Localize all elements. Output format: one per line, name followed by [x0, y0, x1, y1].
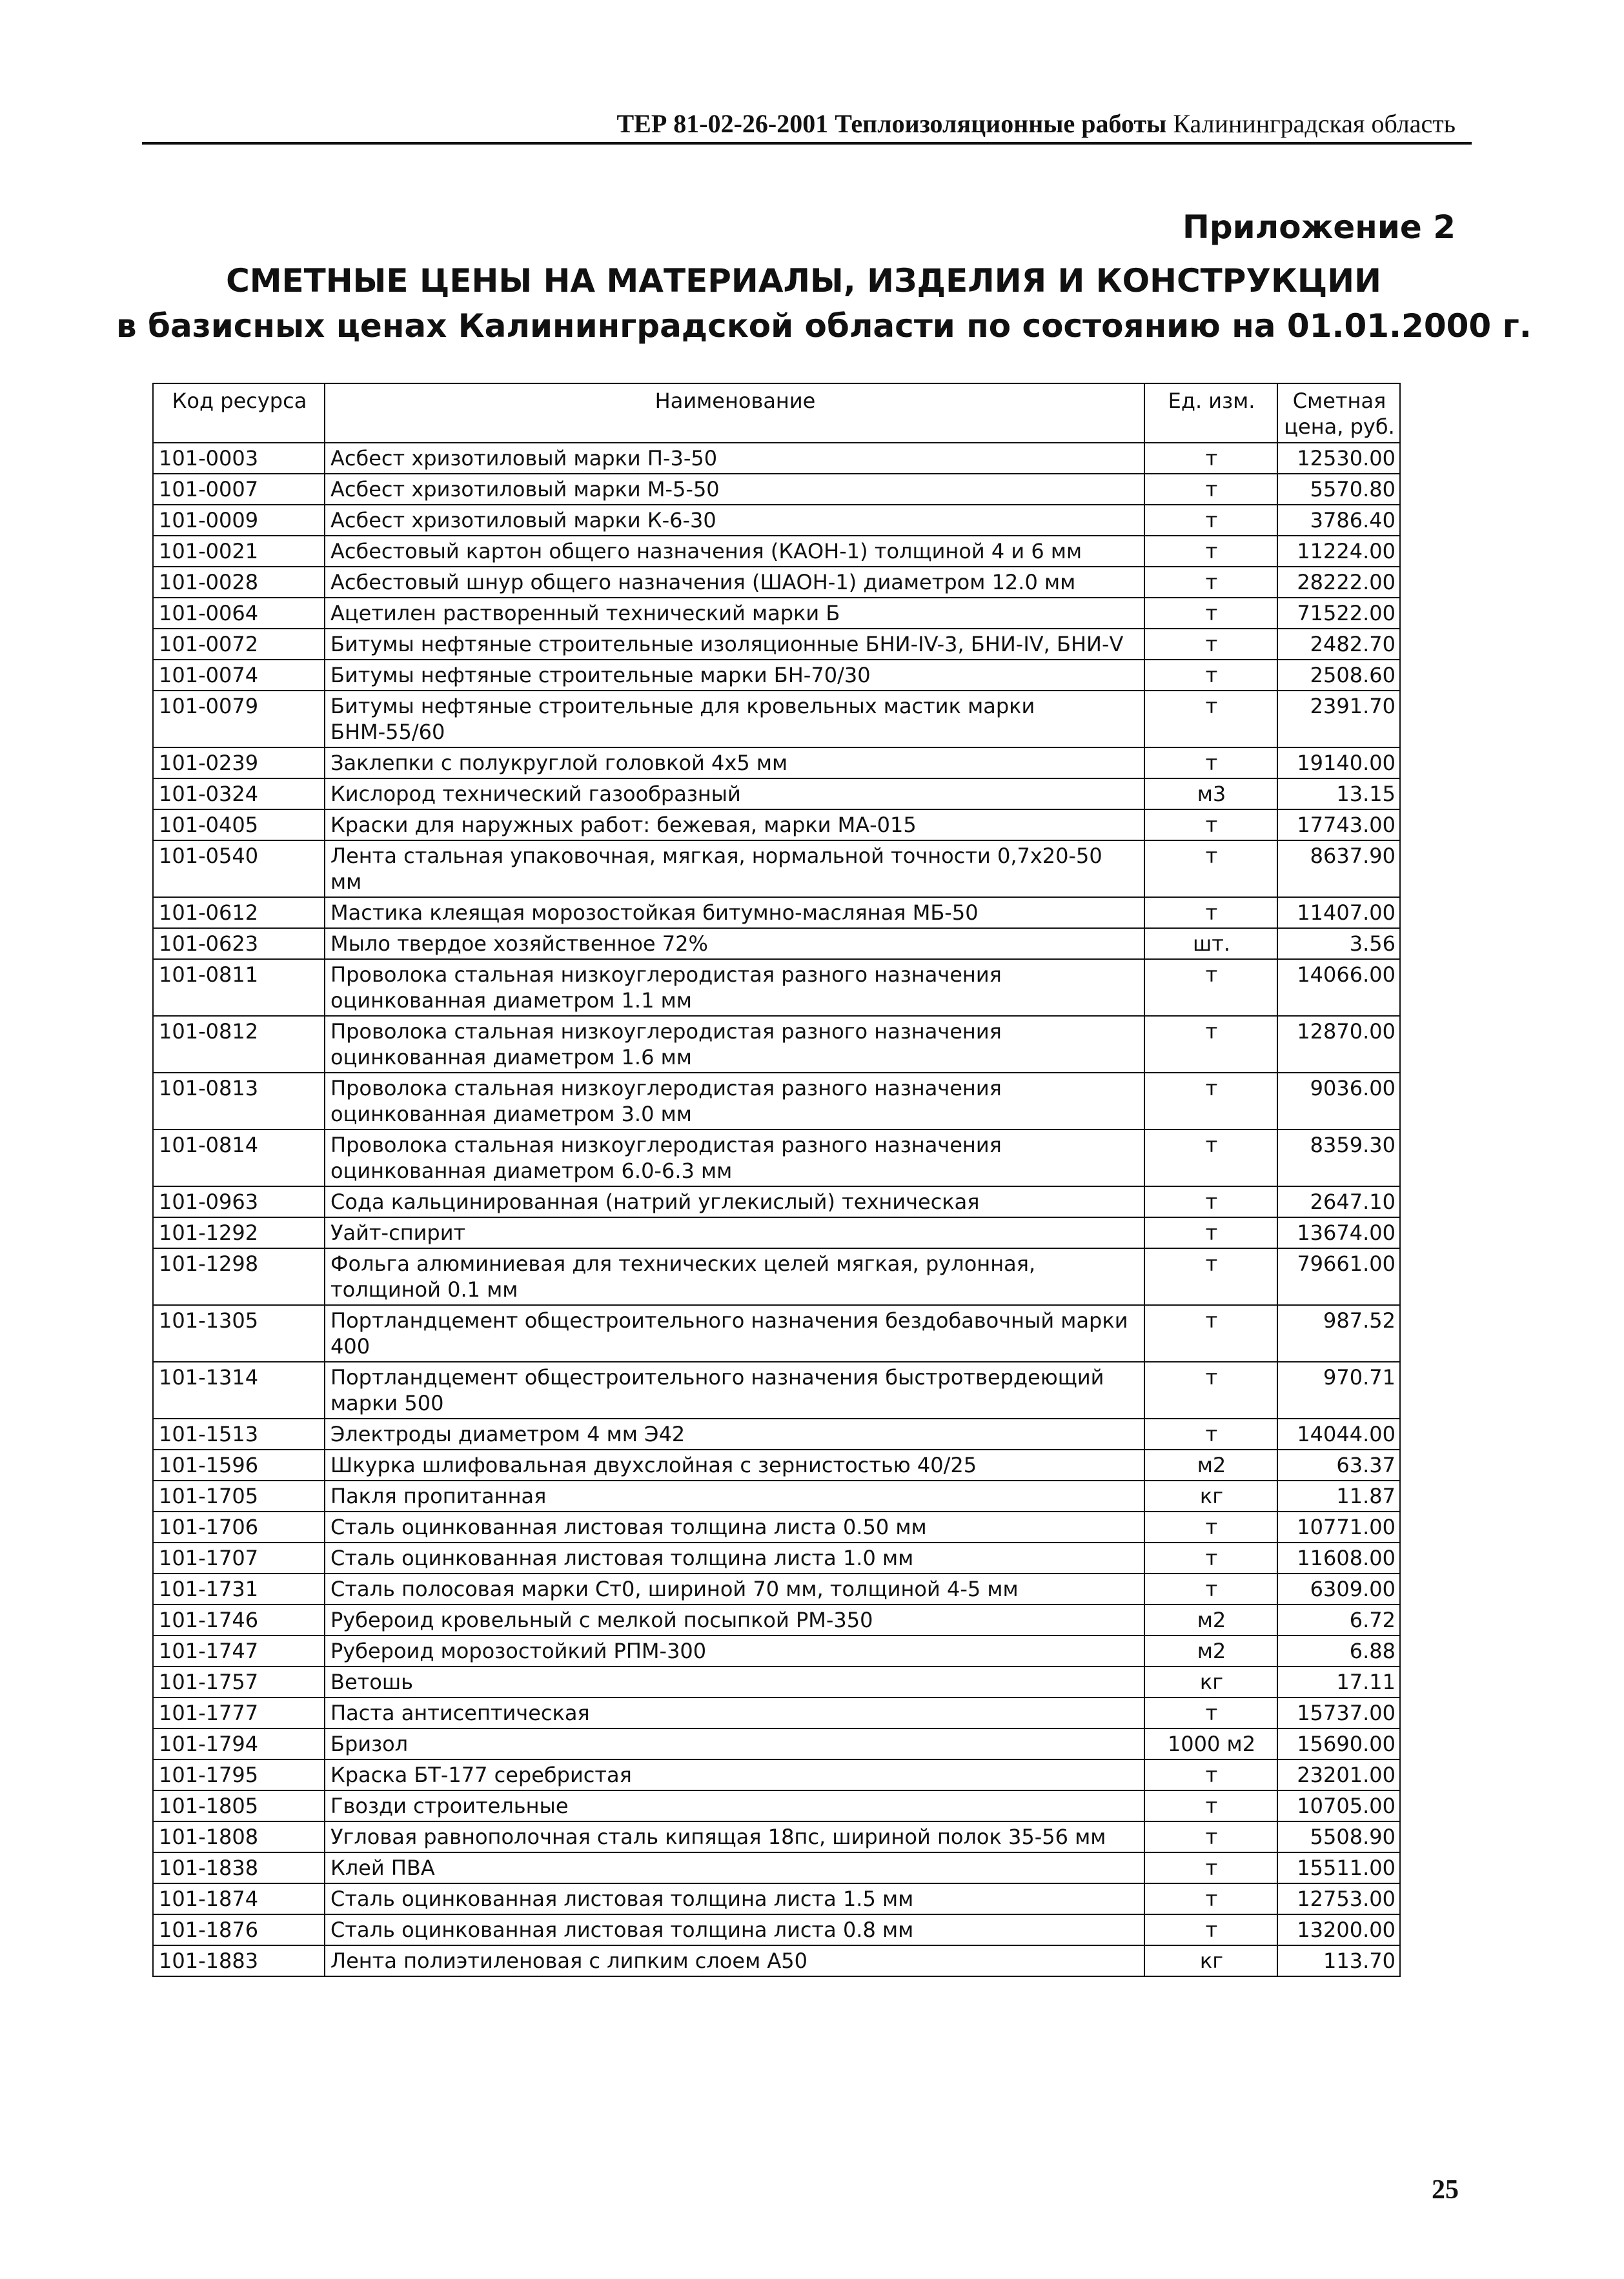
price-cell: 987.52: [1277, 1305, 1400, 1362]
column-header-name: Наименование: [325, 383, 1144, 443]
resource-name-cell: Асбест хризотиловый марки К-6-30: [325, 505, 1144, 536]
resource-code-cell: 101-1883: [153, 1945, 325, 1976]
resource-code-cell: 101-0812: [153, 1016, 325, 1073]
table-row: [153, 1759, 1400, 1790]
unit-cell: т: [1144, 1883, 1277, 1914]
resource-name-cell: Проволока стальная низкоуглеродистая разного назначения оцинкованная диаметром 6.0-6.3 мм: [325, 1129, 1144, 1186]
table-row: [153, 1821, 1400, 1852]
resource-code-cell: 101-1805: [153, 1790, 325, 1821]
table-row: [153, 1186, 1400, 1217]
unit-cell: т: [1144, 1914, 1277, 1945]
price-cell: 12753.00: [1277, 1883, 1400, 1914]
price-cell: 15511.00: [1277, 1852, 1400, 1883]
resource-name-cell: Уайт-спирит: [325, 1217, 1144, 1248]
price-cell: 2647.10: [1277, 1186, 1400, 1217]
price-cell: 15690.00: [1277, 1728, 1400, 1759]
title-line-2: в базисных ценах Калининградской области по состоянию на 01.01.2000 г.: [116, 307, 1532, 345]
price-cell: 11.87: [1277, 1481, 1400, 1512]
resource-name-cell: Лента полиэтиленовая с липким слоем А50: [325, 1945, 1144, 1976]
table-row: [153, 1248, 1400, 1305]
unit-cell: т: [1144, 691, 1277, 747]
table-row: [153, 840, 1400, 897]
price-cell: 28222.00: [1277, 567, 1400, 598]
price-cell: 6.88: [1277, 1636, 1400, 1666]
resource-code-cell: 101-1808: [153, 1821, 325, 1852]
price-cell: 12530.00: [1277, 443, 1400, 474]
table-row: [153, 1073, 1400, 1129]
table-row: [153, 1543, 1400, 1574]
price-cell: 79661.00: [1277, 1248, 1400, 1305]
price-cell: 23201.00: [1277, 1759, 1400, 1790]
price-cell: 8359.30: [1277, 1129, 1400, 1186]
resource-code-cell: 101-0405: [153, 809, 325, 840]
table-row: [153, 660, 1400, 691]
resource-code-cell: 101-0079: [153, 691, 325, 747]
table-row: [153, 1016, 1400, 1073]
resource-name-cell: Асбест хризотиловый марки П-3-50: [325, 443, 1144, 474]
price-cell: 13.15: [1277, 778, 1400, 809]
resource-code-cell: 101-1706: [153, 1512, 325, 1543]
resource-code-cell: 101-1757: [153, 1666, 325, 1697]
price-cell: 3786.40: [1277, 505, 1400, 536]
unit-cell: т: [1144, 660, 1277, 691]
resource-name-cell: Битумы нефтяные строительные для кровельных мастик марки БНМ-55/60: [325, 691, 1144, 747]
price-cell: 71522.00: [1277, 598, 1400, 629]
table-body: [153, 443, 1400, 1976]
resource-name-cell: Сталь полосовая марки Ст0, шириной 70 мм, толщиной 4-5 мм: [325, 1574, 1144, 1605]
table-row: [153, 1914, 1400, 1945]
unit-cell: т: [1144, 1305, 1277, 1362]
unit-cell: т: [1144, 1821, 1277, 1852]
table-row: [153, 1790, 1400, 1821]
region-name: Калининградская область: [1173, 109, 1456, 138]
resource-code-cell: 101-0074: [153, 660, 325, 691]
price-cell: 5570.80: [1277, 474, 1400, 505]
resource-code-cell: 101-1298: [153, 1248, 325, 1305]
resource-code-cell: 101-1876: [153, 1914, 325, 1945]
resource-code-cell: 101-1292: [153, 1217, 325, 1248]
resource-name-cell: Проволока стальная низкоуглеродистая разного назначения оцинкованная диаметром 1.1 мм: [325, 959, 1144, 1016]
unit-cell: т: [1144, 629, 1277, 660]
unit-cell: м2: [1144, 1450, 1277, 1481]
resource-code-cell: 101-1314: [153, 1362, 325, 1419]
resource-name-cell: Ветошь: [325, 1666, 1144, 1697]
price-cell: 14066.00: [1277, 959, 1400, 1016]
unit-cell: т: [1144, 1248, 1277, 1305]
resource-name-cell: Угловая равнополочная сталь кипящая 18пс, шириной полок 35-56 мм: [325, 1821, 1144, 1852]
resource-code-cell: 101-0064: [153, 598, 325, 629]
resource-code-cell: 101-0623: [153, 928, 325, 959]
doc-code: ТЕР 81-02-26-2001: [616, 109, 829, 138]
table-row: [153, 1666, 1400, 1697]
resource-name-cell: Проволока стальная низкоуглеродистая разного назначения оцинкованная диаметром 1.6 мм: [325, 1016, 1144, 1073]
table-row: [153, 1883, 1400, 1914]
unit-cell: т: [1144, 809, 1277, 840]
page-number: 25: [1432, 2175, 1459, 2205]
resource-name-cell: Сталь оцинкованная листовая толщина листа 0.50 мм: [325, 1512, 1144, 1543]
resource-code-cell: 101-1795: [153, 1759, 325, 1790]
resource-code-cell: 101-0072: [153, 629, 325, 660]
resource-code-cell: 101-0021: [153, 536, 325, 567]
resource-code-cell: 101-0007: [153, 474, 325, 505]
unit-cell: т: [1144, 1419, 1277, 1450]
resource-name-cell: Краски для наружных работ: бежевая, марки МА-015: [325, 809, 1144, 840]
resource-name-cell: Портландцемент общестроительного назначения быстротвердеющий марки 500: [325, 1362, 1144, 1419]
resource-code-cell: 101-1513: [153, 1419, 325, 1450]
resource-code-cell: 101-0009: [153, 505, 325, 536]
price-cell: 13674.00: [1277, 1217, 1400, 1248]
unit-cell: м2: [1144, 1605, 1277, 1636]
table-row: [153, 809, 1400, 840]
table-row: [153, 1217, 1400, 1248]
resource-name-cell: Электроды диаметром 4 мм Э42: [325, 1419, 1144, 1450]
resource-code-cell: 101-1874: [153, 1883, 325, 1914]
unit-cell: т: [1144, 1790, 1277, 1821]
price-cell: 19140.00: [1277, 747, 1400, 778]
table-row: [153, 778, 1400, 809]
unit-cell: кг: [1144, 1945, 1277, 1976]
resource-name-cell: Заклепки с полукруглой головкой 4х5 мм: [325, 747, 1144, 778]
resource-code-cell: 101-0813: [153, 1073, 325, 1129]
resource-name-cell: Сталь оцинкованная листовая толщина листа 1.0 мм: [325, 1543, 1144, 1574]
price-cell: 10705.00: [1277, 1790, 1400, 1821]
price-table: [152, 383, 1401, 1977]
price-cell: 2508.60: [1277, 660, 1400, 691]
resource-name-cell: Сталь оцинкованная листовая толщина листа 1.5 мм: [325, 1883, 1144, 1914]
unit-cell: т: [1144, 1543, 1277, 1574]
column-header-unit: Ед. изм.: [1144, 383, 1277, 443]
resource-code-cell: 101-1596: [153, 1450, 325, 1481]
price-cell: 3.56: [1277, 928, 1400, 959]
unit-cell: т: [1144, 1186, 1277, 1217]
resource-code-cell: 101-1838: [153, 1852, 325, 1883]
resource-name-cell: Ацетилен растворенный технический марки Б: [325, 598, 1144, 629]
resource-name-cell: Рубероид морозостойкий РПМ-300: [325, 1636, 1144, 1666]
table-row: [153, 1481, 1400, 1512]
resource-name-cell: Краска БТ-177 серебристая: [325, 1759, 1144, 1790]
resource-name-cell: Портландцемент общестроительного назначения бездобавочный марки 400: [325, 1305, 1144, 1362]
unit-cell: т: [1144, 840, 1277, 897]
table-row: [153, 1605, 1400, 1636]
unit-cell: м3: [1144, 778, 1277, 809]
price-cell: 2391.70: [1277, 691, 1400, 747]
resource-name-cell: Сталь оцинкованная листовая толщина листа 0.8 мм: [325, 1914, 1144, 1945]
resource-name-cell: Шкурка шлифовальная двухслойная с зернистостью 40/25: [325, 1450, 1144, 1481]
unit-cell: т: [1144, 1574, 1277, 1605]
column-header-price: Сметная цена, руб.: [1277, 383, 1400, 443]
price-cell: 15737.00: [1277, 1697, 1400, 1728]
resource-name-cell: Гвозди строительные: [325, 1790, 1144, 1821]
resource-code-cell: 101-0612: [153, 897, 325, 928]
title-line-1: СМЕТНЫЕ ЦЕНЫ НА МАТЕРИАЛЫ, ИЗДЕЛИЯ И КОНСТРУКЦИИ: [226, 262, 1381, 299]
price-cell: 6309.00: [1277, 1574, 1400, 1605]
resource-code-cell: 101-0003: [153, 443, 325, 474]
table-row: [153, 1362, 1400, 1419]
resource-code-cell: 101-1747: [153, 1636, 325, 1666]
table-row: [153, 1419, 1400, 1450]
table-row: [153, 1728, 1400, 1759]
table-row: [153, 629, 1400, 660]
table-row: [153, 505, 1400, 536]
resource-name-cell: Асбестовый шнур общего назначения (ШАОН-1) диаметром 12.0 мм: [325, 567, 1144, 598]
resource-code-cell: 101-1731: [153, 1574, 325, 1605]
section-name: Теплоизоляционные работы: [835, 109, 1167, 138]
table-row: [153, 536, 1400, 567]
resource-name-cell: Проволока стальная низкоуглеродистая разного назначения оцинкованная диаметром 3.0 мм: [325, 1073, 1144, 1129]
resource-name-cell: Кислород технический газообразный: [325, 778, 1144, 809]
resource-code-cell: 101-0028: [153, 567, 325, 598]
table-row: [153, 1574, 1400, 1605]
unit-cell: 1000 м2: [1144, 1728, 1277, 1759]
resource-name-cell: Клей ПВА: [325, 1852, 1144, 1883]
table-row: [153, 567, 1400, 598]
resource-code-cell: 101-1746: [153, 1605, 325, 1636]
resource-code-cell: 101-0811: [153, 959, 325, 1016]
unit-cell: т: [1144, 598, 1277, 629]
unit-cell: т: [1144, 443, 1277, 474]
price-cell: 113.70: [1277, 1945, 1400, 1976]
table-row: [153, 598, 1400, 629]
table-row: [153, 443, 1400, 474]
price-cell: 12870.00: [1277, 1016, 1400, 1073]
resource-code-cell: 101-1707: [153, 1543, 325, 1574]
unit-cell: т: [1144, 1073, 1277, 1129]
table-row: [153, 1852, 1400, 1883]
resource-name-cell: Сода кальцинированная (натрий углекислый) техническая: [325, 1186, 1144, 1217]
table-row: [153, 1636, 1400, 1666]
unit-cell: т: [1144, 1016, 1277, 1073]
price-cell: 5508.90: [1277, 1821, 1400, 1852]
unit-cell: т: [1144, 747, 1277, 778]
table-row: [153, 928, 1400, 959]
resource-code-cell: 101-1305: [153, 1305, 325, 1362]
price-cell: 63.37: [1277, 1450, 1400, 1481]
resource-code-cell: 101-0963: [153, 1186, 325, 1217]
resource-name-cell: Бризол: [325, 1728, 1144, 1759]
resource-name-cell: Паста антисептическая: [325, 1697, 1144, 1728]
price-cell: 9036.00: [1277, 1073, 1400, 1129]
resource-name-cell: Мыло твердое хозяйственное 72%: [325, 928, 1144, 959]
resource-name-cell: Битумы нефтяные строительные изоляционные БНИ-IV-3, БНИ-IV, БНИ-V: [325, 629, 1144, 660]
price-cell: 970.71: [1277, 1362, 1400, 1419]
price-cell: 2482.70: [1277, 629, 1400, 660]
table-row: [153, 691, 1400, 747]
table-row: [153, 1512, 1400, 1543]
table-row: [153, 747, 1400, 778]
table-row: [153, 897, 1400, 928]
resource-code-cell: 101-1794: [153, 1728, 325, 1759]
resource-code-cell: 101-0540: [153, 840, 325, 897]
table-row: [153, 1945, 1400, 1976]
running-header: [155, 108, 1456, 139]
unit-cell: т: [1144, 897, 1277, 928]
table-row: [153, 1450, 1400, 1481]
resource-name-cell: Мастика клеящая морозостойкая битумно-масляная МБ-50: [325, 897, 1144, 928]
unit-cell: т: [1144, 1362, 1277, 1419]
price-cell: 8637.90: [1277, 840, 1400, 897]
unit-cell: кг: [1144, 1666, 1277, 1697]
unit-cell: т: [1144, 1759, 1277, 1790]
unit-cell: т: [1144, 474, 1277, 505]
resource-name-cell: Рубероид кровельный с мелкой посыпкой РМ-350: [325, 1605, 1144, 1636]
resource-name-cell: Битумы нефтяные строительные марки БН-70/30: [325, 660, 1144, 691]
price-cell: 17.11: [1277, 1666, 1400, 1697]
price-cell: 17743.00: [1277, 809, 1400, 840]
unit-cell: т: [1144, 1852, 1277, 1883]
price-cell: 14044.00: [1277, 1419, 1400, 1450]
resource-code-cell: 101-0814: [153, 1129, 325, 1186]
unit-cell: кг: [1144, 1481, 1277, 1512]
price-cell: 11407.00: [1277, 897, 1400, 928]
column-header-code: Код ресурса: [153, 383, 325, 443]
resource-name-cell: Асбестовый картон общего назначения (КАОН-1) толщиной 4 и 6 мм: [325, 536, 1144, 567]
resource-name-cell: Пакля пропитанная: [325, 1481, 1144, 1512]
title-block: [116, 258, 1532, 349]
header-rule: [142, 142, 1472, 145]
unit-cell: т: [1144, 536, 1277, 567]
price-cell: 6.72: [1277, 1605, 1400, 1636]
appendix-label: Приложение 2: [1182, 208, 1456, 246]
unit-cell: т: [1144, 1217, 1277, 1248]
price-cell: 11224.00: [1277, 536, 1400, 567]
unit-cell: т: [1144, 1697, 1277, 1728]
unit-cell: т: [1144, 1129, 1277, 1186]
price-cell: 11608.00: [1277, 1543, 1400, 1574]
unit-cell: м2: [1144, 1636, 1277, 1666]
table-row: [153, 959, 1400, 1016]
unit-cell: т: [1144, 567, 1277, 598]
resource-code-cell: 101-1777: [153, 1697, 325, 1728]
unit-cell: т: [1144, 505, 1277, 536]
resource-code-cell: 101-1705: [153, 1481, 325, 1512]
price-cell: 13200.00: [1277, 1914, 1400, 1945]
table-row: [153, 474, 1400, 505]
resource-code-cell: 101-0324: [153, 778, 325, 809]
resource-name-cell: Лента стальная упаковочная, мягкая, нормальной точности 0,7х20-50 мм: [325, 840, 1144, 897]
unit-cell: шт.: [1144, 928, 1277, 959]
price-cell: 10771.00: [1277, 1512, 1400, 1543]
table-row: [153, 1697, 1400, 1728]
resource-name-cell: Фольга алюминиевая для технических целей мягкая, рулонная, толщиной 0.1 мм: [325, 1248, 1144, 1305]
resource-code-cell: 101-0239: [153, 747, 325, 778]
table-header-row: [153, 383, 1400, 443]
unit-cell: т: [1144, 959, 1277, 1016]
resource-name-cell: Асбест хризотиловый марки М-5-50: [325, 474, 1144, 505]
table-row: [153, 1129, 1400, 1186]
table-row: [153, 1305, 1400, 1362]
unit-cell: т: [1144, 1512, 1277, 1543]
